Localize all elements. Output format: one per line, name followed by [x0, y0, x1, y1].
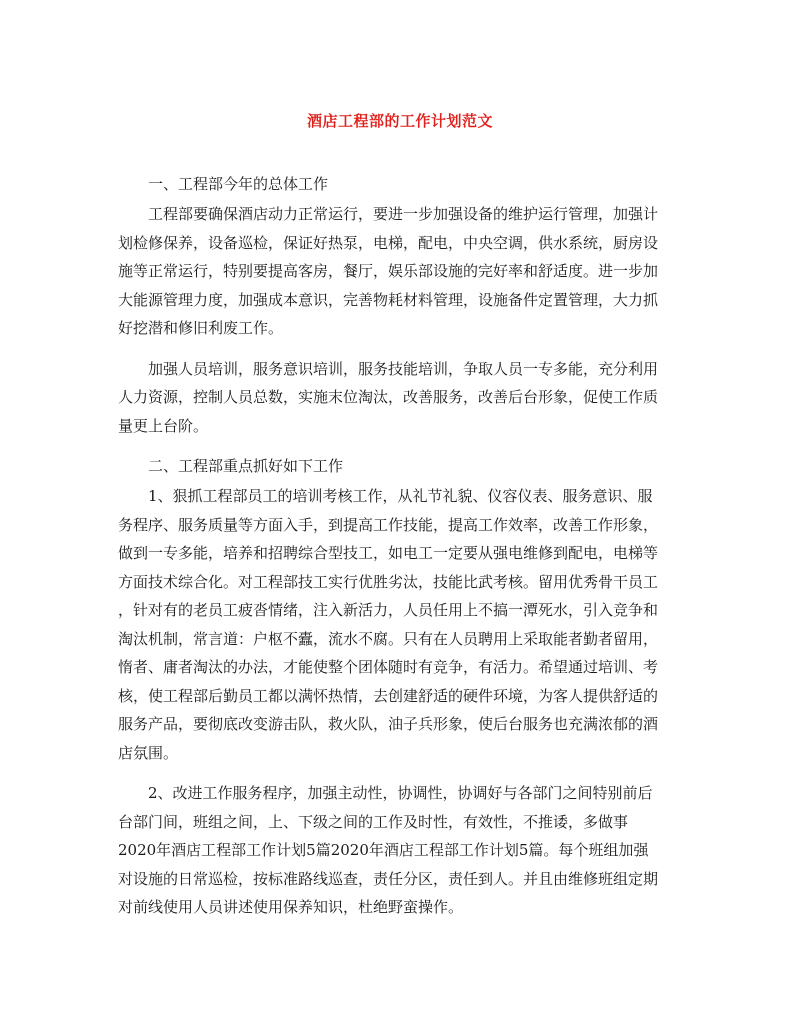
text-line: 台部门间，班组之间，上、下级之间的工作及时性，有效性，不推诿，多做事	[118, 812, 629, 831]
document-body	[118, 170, 684, 934]
text-line: 核，使工程部后勤员工都以满怀热情，去创建舒适的硬件环境，为客人提供舒适的	[118, 686, 659, 705]
text-line: 做到一专多能，培养和招聘综合型技工，如电工一定要从强电维修到配电，电梯等	[118, 544, 659, 562]
text-line: 划检修保养，设备巡检，保证好热泵，电梯，配电，中央空调，供水系统，厨房设	[118, 233, 659, 252]
paragraph	[118, 200, 684, 343]
text-line: 大能源管理力度，加强成本意识，完善物耗材料管理，设施备件定置管理，大力抓	[118, 290, 659, 309]
document-title: 酒店工程部的工作计划范文	[306, 112, 493, 130]
text-line: 2020年酒店工程部工作计划5篇2020年酒店工程部工作计划5篇。每个班组加强	[118, 841, 649, 859]
paragraph	[118, 482, 684, 767]
text-line: 对前线使用人员讲述使用保养知识，杜绝野蛮操作。	[118, 898, 464, 916]
text-line: ，针对有的老员工疲沓情绪，注入新活力，人员任用上不搞一潭死水，引入竞争和	[118, 601, 659, 619]
text-line: 服务产品，要彻底改变游击队，救火队，油子兵形象，使后台服务也充满浓郁的酒	[118, 715, 659, 733]
text-line: 施等正常运行，特别要提高客房，餐厅，娱乐部设施的完好率和舒适度。进一步加	[118, 262, 659, 280]
text-line: 店氛围。	[118, 743, 179, 762]
text-line: 好挖潜和修旧利废工作。	[118, 319, 284, 337]
section-heading: 二、工程部重点抓好如下工作	[148, 457, 344, 475]
text-line: 加强人员培训，服务意识培训，服务技能培训，争取人员一专多能，充分利用	[148, 359, 659, 378]
text-line: 方面技术综合化。对工程部技工实行优胜劣汰，技能比武考核。留用优秀骨干员工	[118, 572, 659, 591]
text-line: 淘汰机制，常言道：户枢不蠹，流水不腐。只有在人员聘用上采取能者勤者留用，	[118, 629, 659, 648]
text-line: 人力资源，控制人员总数，实施末位淘汰，改善服务，改善后台形象，促使工作质	[118, 388, 659, 406]
text-line: 惰者、庸者淘汰的办法，才能使整个团体随时有竞争，有活力。希望通过培训、考	[118, 658, 659, 676]
text-line: 务程序、服务质量等方面入手，到提高工作技能，提高工作效率，改善工作形象，	[118, 515, 659, 534]
text-line: 工程部要确保酒店动力正常运行，要进一步加强设备的维护运行管理，加强计	[148, 205, 659, 223]
text-line: 1、狠抓工程部员工的培训考核工作，从礼节礼貌、仪容仪表、服务意识、服	[148, 487, 653, 505]
text-line: 量更上台阶。	[118, 416, 209, 435]
paragraph	[118, 355, 684, 441]
text-line: 对设施的日常巡检，按标准路线巡查，责任分区，责任到人。并且由维修班组定期	[118, 869, 659, 888]
text-line: 2、改进工作服务程序，加强主动性，协调性，协调好与各部门之间特别前后	[148, 784, 653, 802]
section-heading: 一、工程部今年的总体工作	[148, 175, 329, 193]
paragraph	[118, 779, 684, 922]
